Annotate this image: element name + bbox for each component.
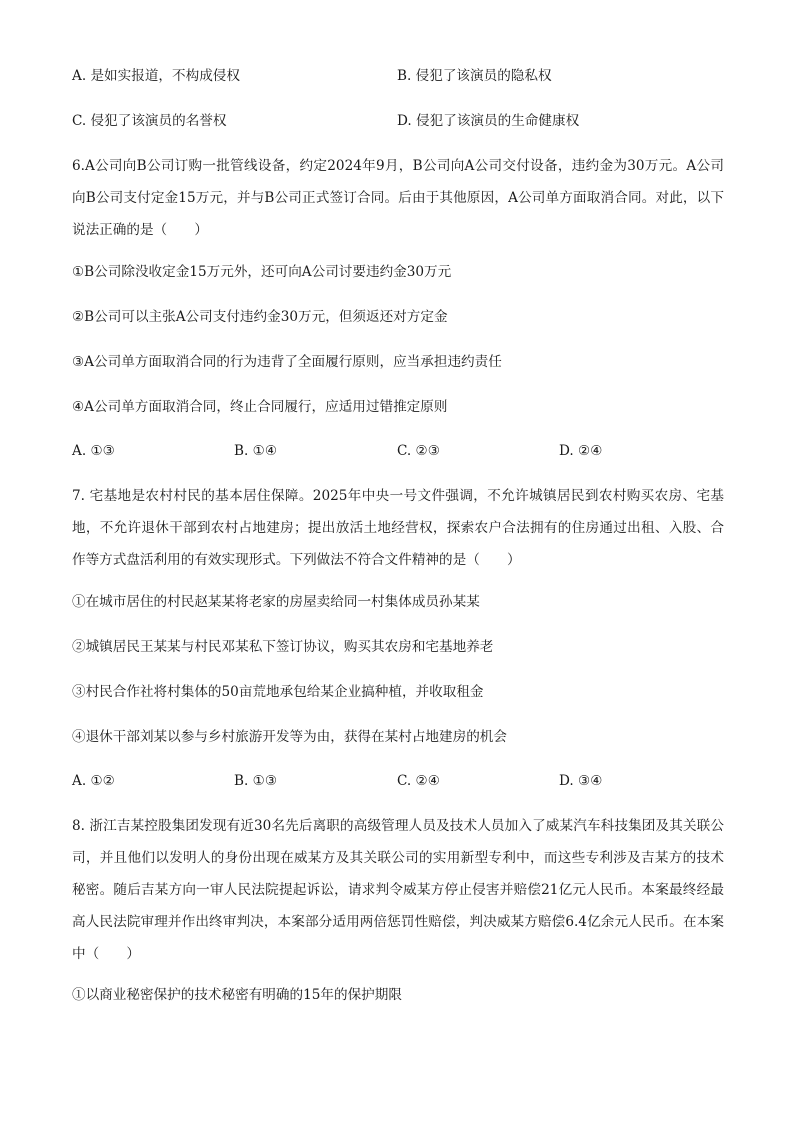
- q7-stem: 7. 宅基地是农村村民的基本居住保障。2025年中央一号文件强调，不允许城镇居民到农村购买农房、宅基地，不允许退休干部到农村占地建房；提出放活土地经营权，探索农户合法拥有的住房通过出租、入股、合作等方式盘活利用的有效实现形式。下列做法不符合文件精神的是（ ）: [72, 488, 724, 568]
- q5-option-c: C. 侵犯了该演员的名誉权: [72, 113, 227, 129]
- q5-option-d: D. 侵犯了该演员的生命健康权: [397, 113, 580, 129]
- q5-option-b: B. 侵犯了该演员的隐私权: [397, 68, 552, 84]
- q7-option-b: B. ①③: [234, 773, 278, 789]
- q6-item-1: ①B公司除没收定金15万元外，还可向A公司讨要违约金30万元: [72, 264, 452, 280]
- q7-option-c: C. ②④: [397, 773, 440, 789]
- q7-item-3: ③村民合作社将村集体的50亩荒地承包给某企业搞种植，并收取租金: [72, 684, 484, 700]
- q7-option-d: D. ③④: [559, 773, 603, 789]
- q7-option-a: A. ①②: [72, 773, 115, 789]
- q7-item-1: ①在城市居住的村民赵某某将老家的房屋卖给同一村集体成员孙某某: [72, 594, 480, 610]
- q6-option-a: A. ①③: [72, 443, 115, 459]
- q6-item-4: ④A公司单方面取消合同，终止合同履行，应适用过错推定原则: [72, 399, 448, 415]
- q7-item-2: ②城镇居民王某某与村民邓某私下签订协议，购买其农房和宅基地养老: [72, 639, 494, 655]
- q7-item-4: ④退休干部刘某以参与乡村旅游开发等为由，获得在某村占地建房的机会: [72, 729, 507, 745]
- q6-option-b: B. ①④: [234, 443, 278, 459]
- q8-stem: 8. 浙江吉某控股集团发现有近30名先后离职的高级管理人员及技术人员加入了威某汽车科技集团及其关联公司，并且他们以发明人的身份出现在威某方及其关联公司的实用新型专利中，而这些专利涉及吉某方的技术秘密。随后吉某方向一审人民法院提起诉讼，请求判令威某方停止侵害并赔偿21亿元人民币。本案最终经最高人民法院审理并作出终审判决，本案部分适用两倍惩罚性赔偿，判决威某方赔偿6.4亿余元人民币。在本案中（ ）: [72, 818, 724, 962]
- q6-option-d: D. ②④: [559, 443, 603, 459]
- q6-item-3: ③A公司单方面取消合同的行为违背了全面履行原则，应当承担违约责任: [72, 354, 502, 370]
- q6-item-2: ②B公司可以主张A公司支付违约金30万元，但须返还对方定金: [72, 309, 448, 325]
- q8-item-1: ①以商业秘密保护的技术秘密有明确的15年的保护期限: [72, 987, 402, 1003]
- q5-option-a: A. 是如实报道，不构成侵权: [72, 68, 240, 84]
- q6-stem: 6.A公司向B公司订购一批管线设备，约定2024年9月，B公司向A公司交付设备，违约金为30万元。A公司向B公司支付定金15万元，并与B公司正式签订合同。后由于其他原因，A公司单方面取消合同。对此，以下说法正确的是（ ）: [72, 158, 724, 238]
- q6-option-c: C. ②③: [397, 443, 440, 459]
